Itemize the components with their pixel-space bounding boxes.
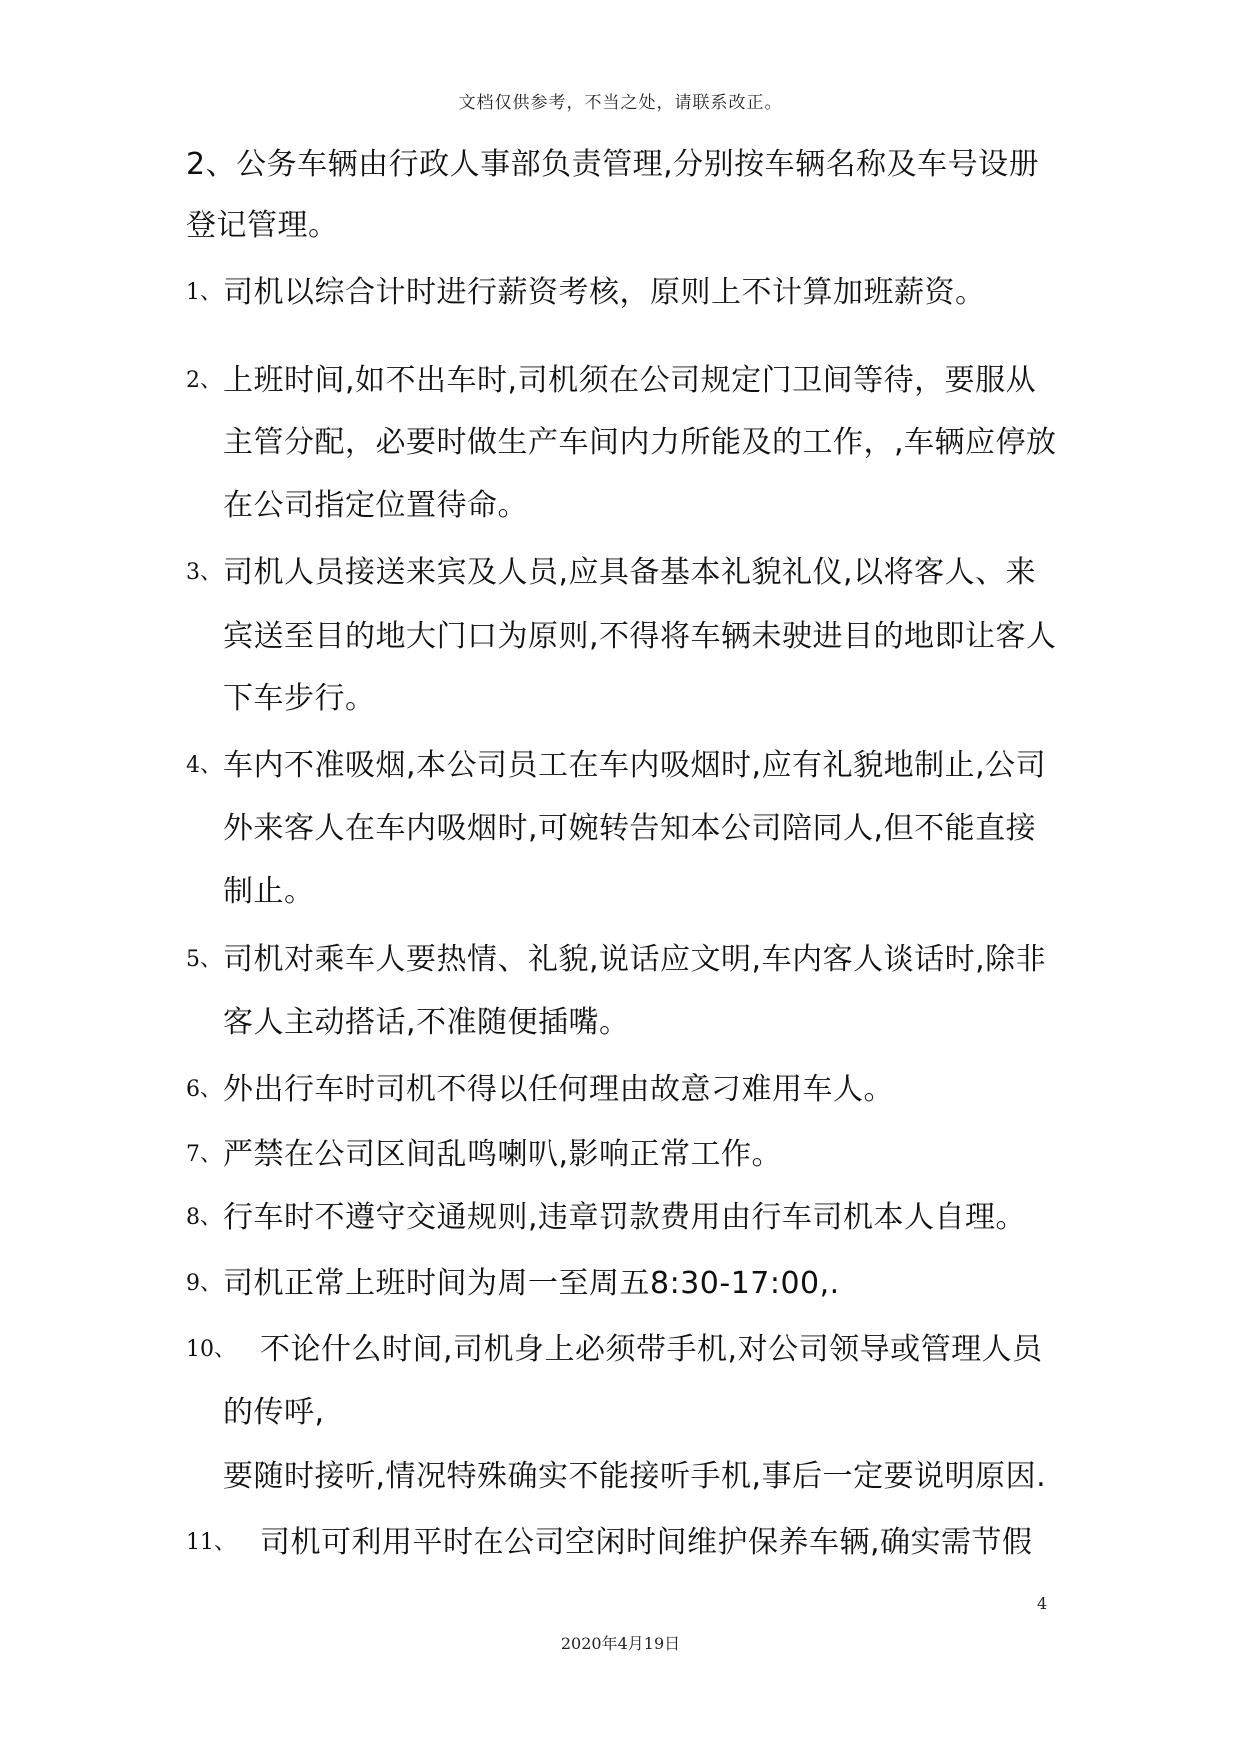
header-note: 文档仅供参考，不当之处，请联系改正。: [458, 93, 783, 113]
item-2-line-3: 在公司指定位置待命。: [223, 488, 528, 523]
item-8-number: 8、: [186, 1205, 222, 1230]
page-number: 4: [1037, 1594, 1048, 1613]
item-1-line-1: 司机以综合计时进行薪资考核，原则上不计算加班薪资。: [223, 275, 986, 310]
item-2-line-1: 上班时间,如不出车时,司机须在公司规定门卫间等待，要服从: [223, 363, 1037, 398]
item-8-line-1: 行车时不遵守交通规则,违章罚款费用由行车司机本人自理。: [223, 1200, 1027, 1235]
item-6-line-1: 外出行车时司机不得以任何理由故意刁难用车人。: [223, 1072, 894, 1107]
item-5-number: 5、: [186, 947, 222, 972]
item-4-line-3: 制止。: [223, 874, 315, 909]
item-3-line-2: 宾送至目的地大门口为原则,不得将车辆未驶进目的地即让客人: [223, 619, 1057, 654]
item-9-number: 9、: [186, 1271, 222, 1296]
item-2-number: 2、: [186, 368, 222, 393]
item-5-line-1: 司机对乘车人要热情、礼貌,说话应文明,车内客人谈话时,除非: [223, 942, 1047, 977]
item-2-line-2: 主管分配，必要时做生产车间内力所能及的工作，,车辆应停放: [223, 425, 1057, 460]
item-9-line-1: 司机正常上班时间为周一至周五8:30-17:00,.: [223, 1266, 840, 1301]
item-10-line-2: 的传呼,: [223, 1395, 325, 1430]
item-3-line-3: 下车步行。: [223, 681, 376, 716]
item-4-number: 4、: [186, 753, 222, 778]
item-5-line-2: 客人主动搭话,不准随便插嘴。: [223, 1005, 630, 1040]
item-7-number: 7、: [186, 1142, 222, 1167]
item-7-line-1: 严禁在公司区间乱鸣喇叭,影响正常工作。: [223, 1137, 783, 1172]
item-1-number: 1、: [186, 280, 222, 305]
item-10-line-1: 不论什么时间,司机身上必须带手机,对公司领导或管理人员: [260, 1332, 1043, 1367]
item-11-line-1: 司机可利用平时在公司空闲时间维护保养车辆,确实需节假: [260, 1525, 1033, 1560]
item-6-number: 6、: [186, 1077, 222, 1102]
item-3-number: 3、: [186, 560, 222, 585]
footer-date: 2020年4月19日: [560, 1634, 681, 1653]
item-11-number: 11、: [186, 1530, 236, 1555]
item-4-line-2: 外来客人在车内吸烟时,可婉转告知本公司陪同人,但不能直接: [223, 811, 1037, 846]
intro-line-1: 2、公务车辆由行政人事部负责管理,分别按车辆名称及车号设册: [186, 147, 1040, 182]
intro-line-2: 登记管理。: [186, 208, 339, 243]
item-10-number: 10、: [186, 1337, 236, 1362]
item-4-line-1: 车内不准吸烟,本公司员工在车内吸烟时,应有礼貌地制止,公司: [223, 748, 1047, 783]
item-3-line-1: 司机人员接送来宾及人员,应具备基本礼貌礼仪,以将客人、来: [223, 555, 1037, 590]
item-10-line-3: 要随时接听,情况特殊确实不能接听手机,事后一定要说明原因.: [223, 1459, 1047, 1494]
